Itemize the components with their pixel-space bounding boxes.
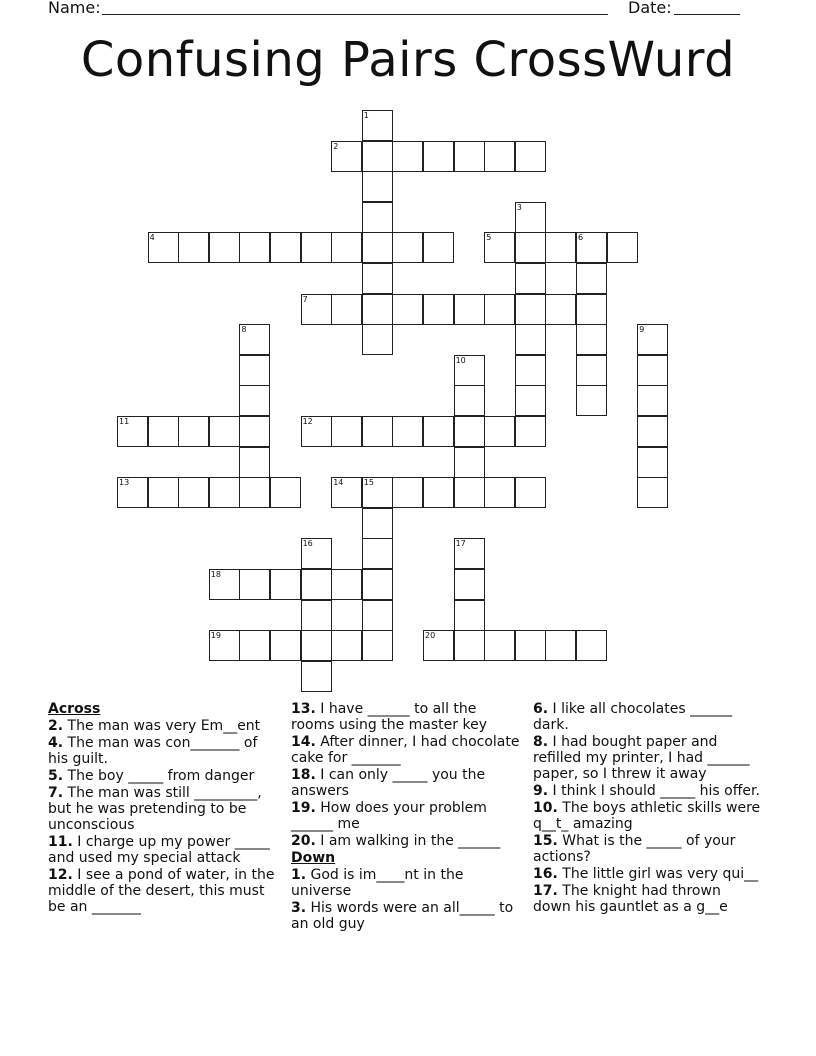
grid-cell[interactable] xyxy=(576,324,607,355)
clue-item-number: 9. xyxy=(533,783,549,799)
clue-item xyxy=(291,900,521,932)
grid-cell[interactable] xyxy=(362,263,393,294)
grid-cell[interactable] xyxy=(331,630,362,661)
clue-item-number: 3. xyxy=(291,900,307,916)
grid-cell[interactable] xyxy=(484,477,515,508)
clue-item-text: His words were an all_____ to an old guy xyxy=(291,900,514,932)
clue-item-number: 8. xyxy=(533,734,549,750)
grid-cell[interactable] xyxy=(484,232,515,263)
clue-item-text: The little girl was very qui__ xyxy=(562,866,759,882)
clue-item xyxy=(291,867,521,899)
grid-cell[interactable] xyxy=(576,355,607,386)
grid-cell[interactable] xyxy=(484,630,515,661)
grid-cell[interactable] xyxy=(576,630,607,661)
grid-cell[interactable] xyxy=(239,355,270,386)
clue-item xyxy=(533,734,763,782)
clue-item-number: 1. xyxy=(291,867,307,883)
grid-cell[interactable] xyxy=(117,416,148,447)
clue-item-number: 7. xyxy=(48,785,64,801)
grid-cell[interactable] xyxy=(515,263,546,294)
grid-cell[interactable] xyxy=(239,630,270,661)
date-label: Date: xyxy=(628,0,672,17)
clue-item xyxy=(48,718,278,734)
grid-cell[interactable] xyxy=(515,355,546,386)
clue-item xyxy=(533,866,763,882)
grid-cell[interactable] xyxy=(392,232,423,263)
clue-item xyxy=(48,834,278,866)
clue-item-text: I charge up my power _____ and used my special attack xyxy=(48,834,270,866)
grid-cell[interactable] xyxy=(362,324,393,355)
grid-cell[interactable] xyxy=(209,232,240,263)
grid-cell[interactable] xyxy=(454,416,485,447)
grid-cell[interactable] xyxy=(117,477,148,508)
grid-cell[interactable] xyxy=(454,538,485,569)
grid-cell[interactable] xyxy=(637,477,668,508)
clue-number: 9 xyxy=(639,325,645,335)
grid-cell[interactable] xyxy=(454,600,485,631)
clue-item xyxy=(533,783,763,799)
grid-cell[interactable] xyxy=(576,294,607,325)
grid-cell[interactable] xyxy=(637,416,668,447)
clue-item-text: I think I should _____ his offer. xyxy=(552,783,760,799)
clue-item-number: 6. xyxy=(533,701,549,717)
clues-column-1 xyxy=(48,701,278,916)
grid-cell[interactable] xyxy=(209,477,240,508)
clue-number: 13 xyxy=(119,478,130,488)
grid-cell[interactable] xyxy=(178,416,209,447)
grid-cell[interactable] xyxy=(362,202,393,233)
grid-cell[interactable] xyxy=(454,385,485,416)
clue-item-text: I see a pond of water, in the middle of the desert, this must be an _______ xyxy=(48,867,275,915)
grid-cell[interactable] xyxy=(423,630,454,661)
clue-number: 15 xyxy=(363,478,374,488)
grid-cell[interactable] xyxy=(301,416,332,447)
grid-cell[interactable] xyxy=(148,477,179,508)
clue-item-text: The boys athletic skills were q__t_ amazing xyxy=(533,800,761,832)
clue-item-text: After dinner, I had chocolate cake for _______ xyxy=(291,734,520,766)
grid-cell[interactable] xyxy=(239,477,270,508)
grid-cell[interactable] xyxy=(270,630,301,661)
grid-cell[interactable] xyxy=(515,477,546,508)
grid-cell[interactable] xyxy=(239,232,270,263)
clue-item xyxy=(48,785,278,833)
grid-cell[interactable] xyxy=(148,416,179,447)
clue-item-text: I have ______ to all the rooms using the master key xyxy=(291,701,487,733)
clue-item-number: 15. xyxy=(533,833,558,849)
clue-item-text: The man was con_______ of his guilt. xyxy=(48,735,258,767)
clues-column-3 xyxy=(533,701,763,916)
grid-cell[interactable] xyxy=(270,232,301,263)
grid-cell[interactable] xyxy=(239,324,270,355)
clue-item-text: I am walking in the ______ xyxy=(320,833,501,849)
clue-item-text: The knight had thrown down his gauntlet as a g__e xyxy=(533,883,728,915)
grid-cell[interactable] xyxy=(270,477,301,508)
clue-item-number: 20. xyxy=(291,833,316,849)
clue-number: 6 xyxy=(578,233,584,243)
clues-section-heading: Across xyxy=(48,701,101,717)
grid-cell[interactable] xyxy=(392,294,423,325)
grid-cell[interactable] xyxy=(178,232,209,263)
grid-cell[interactable] xyxy=(423,477,454,508)
grid-cell[interactable] xyxy=(331,232,362,263)
grid-cell[interactable] xyxy=(423,416,454,447)
grid-cell[interactable] xyxy=(362,630,393,661)
grid-cell[interactable] xyxy=(362,416,393,447)
grid-cell[interactable] xyxy=(484,141,515,172)
grid-cell[interactable] xyxy=(178,477,209,508)
clue-number: 5 xyxy=(486,233,492,243)
clue-number: 10 xyxy=(455,355,466,365)
grid-cell[interactable] xyxy=(423,294,454,325)
grid-cell[interactable] xyxy=(515,141,546,172)
grid-cell[interactable] xyxy=(362,508,393,539)
clue-item xyxy=(291,800,521,832)
clue-item-text: I had bought paper and refilled my printer, I had ______ paper, so I threw it away xyxy=(533,734,750,782)
grid-cell[interactable] xyxy=(362,232,393,263)
clue-item-text: How does your problem ______ me xyxy=(291,800,487,832)
grid-cell[interactable] xyxy=(239,447,270,478)
grid-cell[interactable] xyxy=(515,232,546,263)
grid-cell[interactable] xyxy=(301,600,332,631)
grid-cell[interactable] xyxy=(148,232,179,263)
grid-cell[interactable] xyxy=(301,538,332,569)
clue-number: 2 xyxy=(333,141,339,151)
grid-cell[interactable] xyxy=(515,630,546,661)
clue-number: 12 xyxy=(302,417,313,426)
grid-cell[interactable] xyxy=(576,232,607,263)
grid-cell[interactable] xyxy=(392,477,423,508)
clue-number: 1 xyxy=(363,111,369,120)
grid-cell[interactable] xyxy=(484,294,515,325)
clue-item xyxy=(48,735,278,767)
grid-cell[interactable] xyxy=(209,569,240,600)
clue-number: 4 xyxy=(149,233,155,243)
grid-cell[interactable] xyxy=(301,232,332,263)
grid-cell[interactable] xyxy=(637,324,668,355)
grid-cell[interactable] xyxy=(362,477,393,508)
grid-cell[interactable] xyxy=(515,416,546,447)
grid-cell[interactable] xyxy=(607,232,638,263)
grid-cell[interactable] xyxy=(331,569,362,600)
clue-item-text: I like all chocolates ______ dark. xyxy=(533,701,733,733)
clue-item-number: 5. xyxy=(48,768,64,784)
grid-cell[interactable] xyxy=(362,110,393,141)
clue-item xyxy=(48,867,278,915)
grid-cell[interactable] xyxy=(209,630,240,661)
clues-column-2 xyxy=(291,701,521,933)
grid-cell[interactable] xyxy=(515,385,546,416)
clue-item xyxy=(533,800,763,832)
grid-cell[interactable] xyxy=(239,416,270,447)
grid-cell[interactable] xyxy=(331,416,362,447)
grid-cell[interactable] xyxy=(331,141,362,172)
grid-cell[interactable] xyxy=(362,569,393,600)
grid-cell[interactable] xyxy=(454,630,485,661)
clue-item-text: God is im____nt in the universe xyxy=(291,867,464,899)
grid-cell[interactable] xyxy=(209,416,240,447)
grid-cell[interactable] xyxy=(301,630,332,661)
grid-cell[interactable] xyxy=(392,416,423,447)
grid-cell[interactable] xyxy=(484,416,515,447)
grid-cell[interactable] xyxy=(362,294,393,325)
clue-item-text: The man was very Em__ent xyxy=(67,718,261,734)
clue-item xyxy=(291,767,521,799)
grid-cell[interactable] xyxy=(270,569,301,600)
grid-cell[interactable] xyxy=(515,324,546,355)
clue-number: 3 xyxy=(516,202,522,212)
clue-item-number: 14. xyxy=(291,734,316,750)
grid-cell[interactable] xyxy=(423,141,454,172)
grid-cell[interactable] xyxy=(545,630,576,661)
grid-cell[interactable] xyxy=(454,141,485,172)
clue-item-number: 4. xyxy=(48,735,64,751)
clue-item-text: What is the _____ of your actions? xyxy=(533,833,736,865)
grid-cell[interactable] xyxy=(301,661,332,692)
clue-number: 18 xyxy=(210,570,221,579)
clue-item-number: 12. xyxy=(48,867,73,883)
clue-item xyxy=(533,701,763,733)
grid-cell[interactable] xyxy=(362,538,393,569)
clue-number: 7 xyxy=(302,294,308,304)
clue-item-number: 18. xyxy=(291,767,316,783)
clue-item xyxy=(533,883,763,915)
page-title: Confusing Pairs CrossWurd xyxy=(80,32,736,88)
grid-cell[interactable] xyxy=(301,569,332,600)
clue-number: 19 xyxy=(210,631,221,641)
grid-cell[interactable] xyxy=(637,355,668,386)
grid-cell[interactable] xyxy=(545,294,576,325)
grid-cell[interactable] xyxy=(454,447,485,478)
grid-cell[interactable] xyxy=(331,294,362,325)
clues-section-heading: Down xyxy=(291,850,336,866)
grid-cell[interactable] xyxy=(454,569,485,600)
clue-item-number: 10. xyxy=(533,800,558,816)
clue-number: 16 xyxy=(302,539,313,549)
grid-cell[interactable] xyxy=(362,600,393,631)
clue-number: 14 xyxy=(333,478,344,488)
clue-number: 17 xyxy=(455,539,466,549)
grid-cell[interactable] xyxy=(515,294,546,325)
clue-item-number: 11. xyxy=(48,834,73,850)
clue-item-text: I can only _____ you the answers xyxy=(291,767,486,799)
clue-item-number: 2. xyxy=(48,718,64,734)
grid-cell[interactable] xyxy=(331,477,362,508)
name-label: Name: xyxy=(48,0,101,17)
grid-cell[interactable] xyxy=(454,477,485,508)
grid-cell[interactable] xyxy=(392,141,423,172)
clue-number: 11 xyxy=(119,417,130,426)
clue-item-number: 19. xyxy=(291,800,316,816)
clue-item xyxy=(291,734,521,766)
grid-cell[interactable] xyxy=(239,385,270,416)
clue-item xyxy=(291,701,521,733)
grid-cell[interactable] xyxy=(454,355,485,386)
clue-item xyxy=(533,833,763,865)
clue-item-number: 16. xyxy=(533,866,558,882)
grid-cell[interactable] xyxy=(239,569,270,600)
clue-item-number: 13. xyxy=(291,701,316,717)
grid-cell[interactable] xyxy=(362,171,393,202)
grid-cell[interactable] xyxy=(545,232,576,263)
grid-cell[interactable] xyxy=(515,202,546,233)
grid-cell[interactable] xyxy=(454,294,485,325)
grid-cell[interactable] xyxy=(423,232,454,263)
grid-cell[interactable] xyxy=(576,385,607,416)
clue-item xyxy=(291,833,521,849)
grid-cell[interactable] xyxy=(301,294,332,325)
clue-item-text: The boy _____ from danger xyxy=(67,768,255,784)
grid-cell[interactable] xyxy=(362,141,393,172)
grid-cell[interactable] xyxy=(576,263,607,294)
clue-item-text: The man was still _________, but he was pretending to be unconscious xyxy=(48,785,262,833)
grid-cell[interactable] xyxy=(637,447,668,478)
grid-cell[interactable] xyxy=(637,385,668,416)
clue-item-number: 17. xyxy=(533,883,558,899)
clue-number: 20 xyxy=(425,631,436,641)
clue-number: 8 xyxy=(241,325,247,335)
clue-item xyxy=(48,768,278,784)
